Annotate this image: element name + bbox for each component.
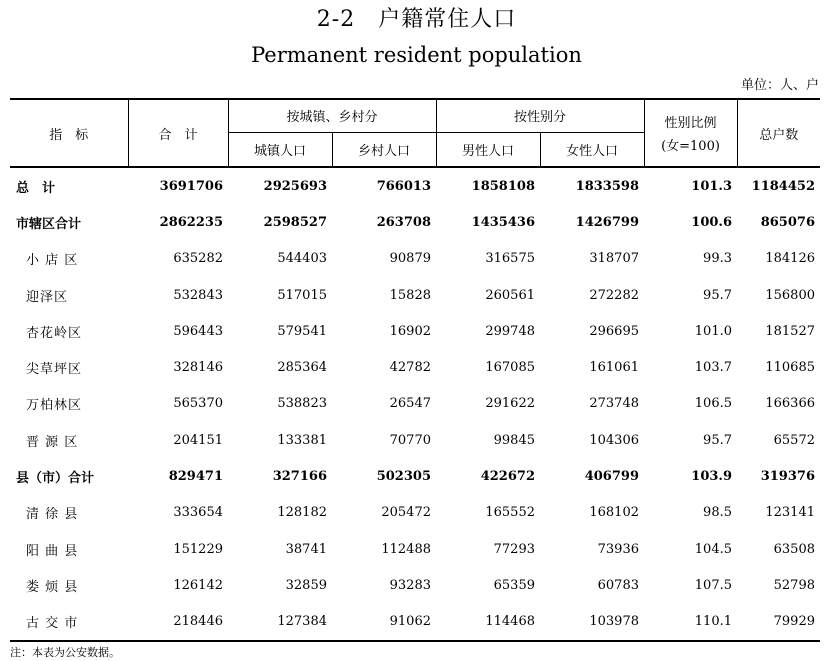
table-row: [10, 313, 820, 349]
unit-label: 单位：人、户: [740, 78, 819, 93]
cell-female: 168102: [589, 505, 639, 521]
cell-male: 291622: [485, 396, 535, 412]
cell-male: 299748: [485, 323, 535, 339]
cell-total: 218446: [128, 604, 228, 641]
cell-female: 406799: [584, 469, 639, 485]
row-label: 迎泽区: [26, 289, 69, 305]
cell-households: 52798: [773, 577, 815, 593]
cell-total: 829471: [168, 469, 223, 485]
cell-total: 565370: [173, 396, 223, 412]
population-table: [10, 98, 820, 642]
cell-ratio: 106.5: [694, 396, 732, 412]
cell-total: 204151: [173, 432, 223, 448]
cell-ratio: 107.5: [694, 577, 732, 593]
row-label: 清 徐 县: [26, 507, 79, 523]
cell-rural: 91062: [332, 604, 436, 641]
cell-households: 865076: [760, 214, 815, 230]
cell-urban: 32859: [285, 577, 327, 593]
cell-female: 73936: [597, 541, 639, 557]
cell-ratio: 99.3: [703, 251, 732, 267]
header-sex-ratio: [644, 99, 737, 167]
cell-male: 1435436: [471, 214, 535, 230]
row-label: 尖草坪区: [26, 362, 83, 378]
cell-male: 114468: [436, 604, 540, 641]
cell-urban: 2598527: [263, 214, 327, 230]
cell-male: 422672: [480, 469, 535, 485]
row-label: 县（市）合计: [16, 471, 95, 487]
cell-total: 126142: [173, 577, 223, 593]
cell-male: 260561: [485, 287, 535, 303]
cell-female: 1833598: [575, 178, 639, 194]
cell-female: 104306: [589, 432, 639, 448]
cell-households: 181527: [765, 323, 815, 339]
cell-urban: 517015: [277, 287, 327, 303]
cell-rural: 42782: [389, 360, 431, 376]
header-households: 总户数: [737, 99, 820, 167]
cell-urban: 327166: [272, 469, 327, 485]
row-label: 晋 源 区: [26, 434, 79, 450]
row-label: 古 交 市: [10, 604, 128, 641]
cell-rural: 263708: [376, 214, 431, 230]
header-indicator: 指 标: [10, 99, 128, 167]
header-by-sex: 按性别分: [436, 99, 644, 132]
cell-male: 1858108: [471, 178, 535, 194]
cell-rural: 70770: [389, 432, 431, 448]
cell-households: 166366: [765, 396, 815, 412]
table-row: [10, 241, 820, 277]
cell-total: 635282: [173, 251, 223, 267]
cell-male: 99845: [493, 432, 535, 448]
cell-ratio: 98.5: [703, 505, 732, 521]
cell-total: 333654: [173, 505, 223, 521]
table-row: [10, 277, 820, 313]
header-total: 合 计: [128, 99, 228, 167]
cell-ratio: 100.6: [691, 214, 732, 230]
table-title: 2-2 户籍常住人口: [316, 7, 517, 32]
cell-female: 273748: [589, 396, 639, 412]
cell-total: 2862235: [159, 214, 223, 230]
table-row: [10, 349, 820, 385]
cell-ratio: 95.7: [703, 287, 732, 303]
cell-total: 328146: [173, 360, 223, 376]
row-label: 小 店 区: [26, 253, 79, 269]
cell-female: 318707: [589, 251, 639, 267]
row-label: 市辖区合计: [16, 216, 82, 232]
cell-rural: 15828: [389, 287, 431, 303]
table-row: [10, 458, 820, 494]
cell-households: 65572: [773, 432, 815, 448]
row-label: 娄 烦 县: [26, 579, 79, 595]
cell-ratio: 103.9: [691, 469, 732, 485]
cell-urban: 38741: [285, 541, 327, 557]
cell-urban: 128182: [277, 505, 327, 521]
cell-households: 63508: [773, 541, 815, 557]
table-row: [10, 204, 820, 240]
cell-households: 110685: [765, 360, 815, 376]
cell-urban: 579541: [277, 323, 327, 339]
cell-rural: 16902: [389, 323, 431, 339]
cell-ratio: 110.1: [644, 604, 737, 641]
row-label: 杏花岭区: [26, 325, 83, 341]
cell-ratio: 101.3: [691, 178, 732, 194]
cell-households: 79929: [737, 604, 820, 641]
cell-ratio: 104.5: [694, 541, 732, 557]
cell-male: 65359: [493, 577, 535, 593]
cell-urban: 2925693: [263, 178, 327, 194]
cell-female: 103978: [540, 604, 644, 641]
row-label: 万柏林区: [26, 398, 83, 414]
cell-households: 184126: [765, 251, 815, 267]
cell-total: 3691706: [159, 178, 223, 194]
table-row: [10, 422, 820, 458]
cell-male: 316575: [485, 251, 535, 267]
cell-rural: 205472: [381, 505, 431, 521]
cell-rural: 766013: [376, 178, 431, 194]
table-row: [10, 167, 820, 204]
header-rural: 乡村人口: [332, 132, 436, 167]
header-by-urban-rural: 按城镇、乡村分: [228, 99, 436, 132]
cell-rural: 26547: [389, 396, 431, 412]
cell-female: 296695: [589, 323, 639, 339]
cell-urban: 133381: [277, 432, 327, 448]
cell-female: 1426799: [575, 214, 639, 230]
cell-rural: 502305: [376, 469, 431, 485]
header-urban: 城镇人口: [228, 132, 332, 167]
cell-ratio: 103.7: [694, 360, 732, 376]
table-row: [10, 604, 820, 641]
cell-households: 156800: [765, 287, 815, 303]
header-female: 女性人口: [540, 132, 644, 167]
cell-rural: 93283: [389, 577, 431, 593]
table-row: [10, 386, 820, 422]
cell-ratio: 95.7: [703, 432, 732, 448]
cell-male: 167085: [485, 360, 535, 376]
cell-urban: 127384: [228, 604, 332, 641]
header-sex-ratio-label: 性别比例: [664, 116, 717, 131]
cell-male: 165552: [485, 505, 535, 521]
cell-female: 161061: [589, 360, 639, 376]
cell-female: 60783: [597, 577, 639, 593]
table-row: [10, 531, 820, 567]
row-label: 阳 曲 县: [26, 543, 79, 559]
cell-households: 319376: [760, 469, 815, 485]
cell-households: 123141: [765, 505, 815, 521]
cell-ratio: 101.0: [694, 323, 732, 339]
cell-rural: 112488: [381, 541, 431, 557]
row-label: 总 计: [16, 180, 56, 196]
table-subtitle: Permanent resident population: [251, 43, 582, 67]
cell-urban: 285364: [277, 360, 327, 376]
header-male: 男性人口: [436, 132, 540, 167]
cell-households: 1184452: [751, 178, 815, 194]
cell-total: 532843: [173, 287, 223, 303]
table-row: [10, 495, 820, 531]
cell-urban: 544403: [277, 251, 327, 267]
footnote: 注：本表为公安数据。: [10, 646, 120, 659]
header-sex-ratio-note: (女=100): [661, 139, 720, 154]
table-row: [10, 567, 820, 603]
cell-female: 272282: [589, 287, 639, 303]
cell-total: 596443: [173, 323, 223, 339]
cell-rural: 90879: [389, 251, 431, 267]
cell-male: 77293: [493, 541, 535, 557]
cell-urban: 538823: [277, 396, 327, 412]
cell-total: 151229: [173, 541, 223, 557]
